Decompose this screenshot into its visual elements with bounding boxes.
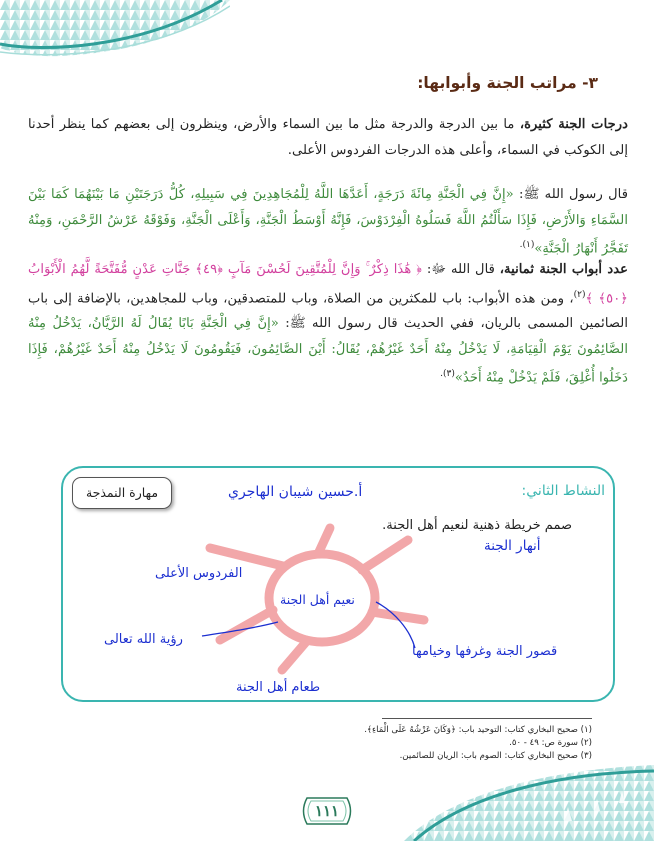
footnote-1: (١) صحيح البخاري كتاب: التوحيد باب: ﴿وَكَانَ عَرْشُهُ عَلَى الْمَاءِ﴾. (364, 725, 592, 735)
mind-map-branch-firdaws (210, 548, 283, 566)
mind-map-curve-palaces (376, 602, 415, 648)
paragraph-gates-intro: قال الله ﷻ: (422, 262, 500, 277)
skill-tag: مهارة النمذجة (72, 477, 172, 509)
section-number: ٣- (582, 74, 598, 92)
paragraph-levels-text: ما بين الدرجة والدرجة مثل ما بين السماء والأرض، وينظرون إلى بعضهم كما ينظر أحدنا إلى الكوكب في السماء، وأعلى هذه الدرجات الفردوس الأعلى. (28, 117, 628, 158)
footnote-2: (٢) سورة ص: ٤٩ - ٥٠. (509, 738, 592, 748)
mind-map-palaces: قصور الجنة وغرفها وخيامها (412, 644, 558, 659)
footnote-3: (٣) صحيح البخاري كتاب: الصوم باب: الريان للصائمين. (399, 751, 592, 761)
activity-label: النشاط الثاني: (521, 483, 605, 499)
footnote-ref-1: (١). (519, 240, 535, 250)
mind-map-rivers: أنهار الجنة (484, 538, 541, 554)
mind-map-branch-food (282, 642, 306, 670)
paragraph-gates-bold: عدد أبواب الجنة ثمانية، (499, 262, 628, 277)
mind-map-branch-rivers (362, 540, 408, 570)
handwritten-author: أ.حسين شيبان الهاجري (228, 484, 363, 500)
hadith-intro: قال رسول الله ﷺ: (513, 187, 628, 202)
hadith-text-levels: «إِنَّ فِي الْجَنَّةِ مِائَةَ دَرَجَةٍ، أَعَدَّهَا اللَّهُ لِلْمُجَاهِدِينَ فِي سَبِيلِهِ، كُلُّ دَرَجَتَيْنِ مَا بَيْنَهُمَا كَمَا بَيْنَ السَّمَاءِ وَالأَرْضِ، فَإِذَا سَأَلْتُمُ اللَّهَ فَسَلُوهُ الْفِرْدَوْسَ، فَإِنَّهُ أَوْسَطُ الْجَنَّةِ، وَأَعْلَى الْجَنَّةِ، وَفَوْقَهُ عَرْشُ الرَّحْمَنِ، وَمِنْهُ تَفَجَّرُ أَنْهَارُ الْجَنَّةِ» (28, 187, 628, 257)
section-title-text: مراتب الجنة وأبوابها: (417, 74, 577, 92)
footnote-ref-2: (٢) (573, 289, 586, 300)
footnote-divider (382, 718, 592, 719)
quran-verse: ﴿ هَٰذَا ذِكْرٌ ۚ وَإِنَّ لِلْمُتَّقِينَ لَحُسْنَ مَآبٍ ﴿٤٩﴾ جَنَّاتِ عَدْنٍ مُّفَتَّحَةً لَّهُمُ الْأَبْوَابُ ﴿٥٠﴾ ﴾ (28, 262, 629, 306)
mind-map-food: طعام أهل الجنة (236, 680, 321, 695)
footnote-ref-3: (٣). (440, 369, 455, 380)
mind-map-center: نعيم أهل الجنة (280, 592, 355, 607)
page-number: ١١١ (314, 802, 340, 820)
mind-map-firdaws: الفردوس الأعلى (155, 566, 243, 581)
footnotes (364, 724, 592, 763)
paragraph-gates-mid: ، ومن هذه الأبواب: باب للمكثرين من الصلاة، وباب للمتصدقين، وباب للمجاهدين، بالإضافة إلى باب الصائمين المسمى بالريان، ففي الحديث قال رسول الله ﷺ: (28, 290, 628, 332)
hadith-text-rayyan: «إِنَّ فِي الْجَنَّةِ بَابًا يُقَالُ لَهُ الرَّيَّانُ، يَدْخُلُ مِنْهُ الصَّائِمُونَ يَوْمَ الْقِيَامَةِ، لَا يَدْخُلُ مِنْهُ أَحَدٌ غَيْرُهُمْ، يُقَالُ: أَيْنَ الصَّائِمُونَ، فَيَقُومُونَ لَا يَدْخُلُ مِنْهُ أَحَدٌ غَيْرُهُمْ، فَإِذَا دَخَلُوا أُغْلِقَ، فَلَمْ يَدْخُلْ مِنْهُ أَحَدٌ» (28, 316, 628, 386)
mind-map-vision: رؤية الله تعالى (104, 632, 183, 647)
paragraph-levels-bold: درجات الجنة كثيرة، (519, 117, 629, 132)
page-number-badge (297, 795, 357, 827)
activity-instruction: صمم خريطة ذهنية لنعيم أهل الجنة. (382, 518, 572, 533)
